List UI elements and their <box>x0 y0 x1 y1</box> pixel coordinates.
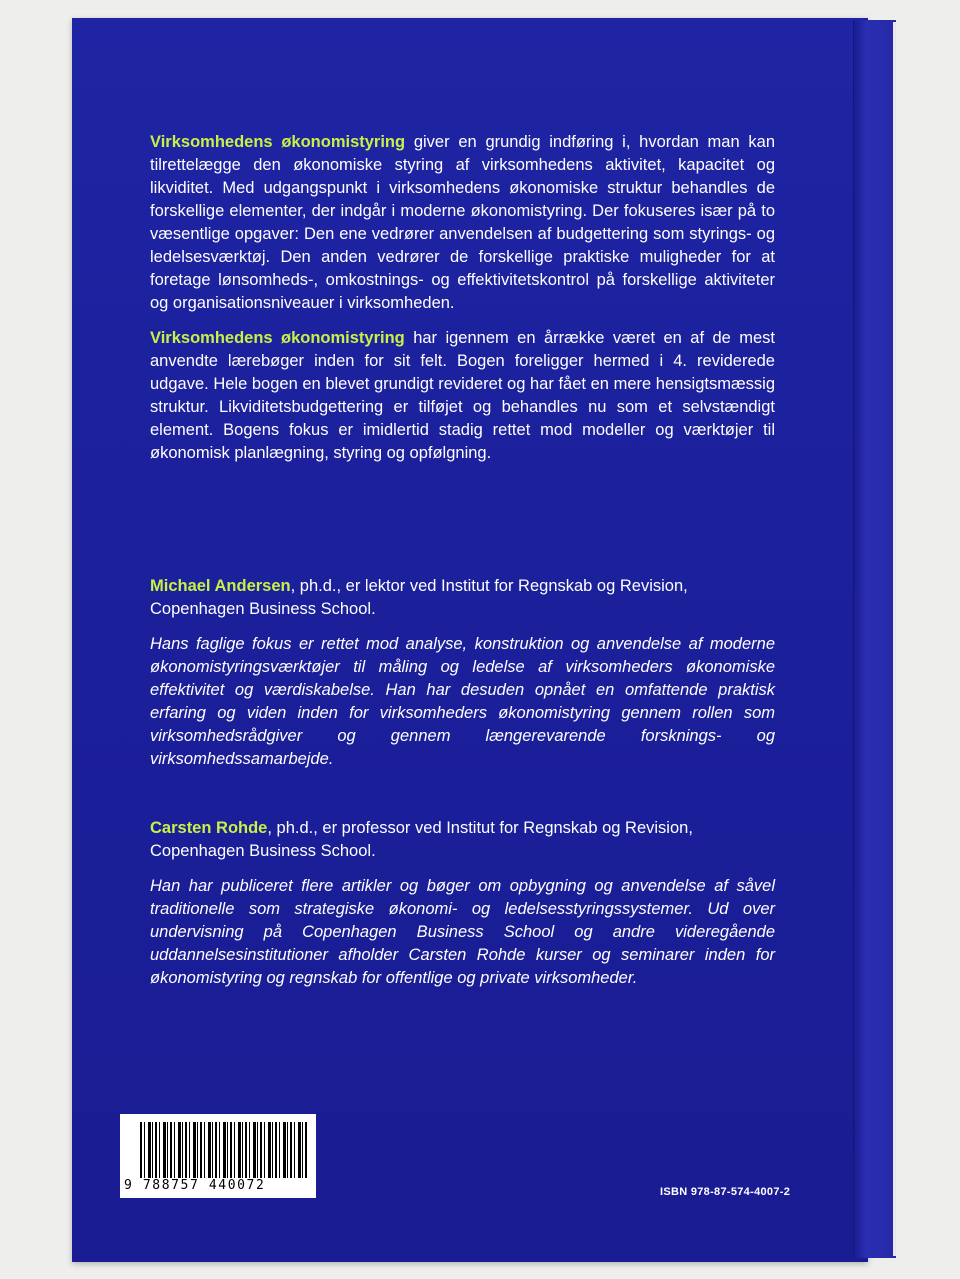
isbn-label: ISBN 978-87-574-4007-2 <box>660 1186 791 1198</box>
blurb-text-2: har igennem en årrække været en af de mest anvendte lærebøger inden for sit felt. Bogen foreligger hermed i 4. reviderede udgave. Hele bogen en blevet grundigt revideret og har fået en mere hensigtsmæssig struktur. Likviditetsbudgettering er tilføjet og behandles nu som et selvstændigt element. Bogens fokus er imidlertid stadig rettet mod modeller og værktøjer til økonomisk planlægning, styring og opfølgning. <box>150 329 775 462</box>
blurb-paragraph-1 <box>150 131 775 315</box>
author-heading <box>150 575 775 621</box>
author-name: Michael Andersen <box>150 577 291 595</box>
author-bio: Han har publiceret flere artikler og bøger om opbygning og anvendelse af såvel traditionelle som strategiske økonomi- og ledelsesstyringssystemer. Ud over undervisning på Copenhagen Business School og andre videregående uddannelsesinstitutioner afholder Carsten Rohde kurser og seminarer inden for økonomistyring og regnskab for offentlige og private virksomheder. <box>150 877 775 987</box>
barcode-bars <box>140 1122 308 1178</box>
author-name: Carsten Rohde <box>150 819 268 837</box>
barcode-digits: 9 788757 440072 <box>124 1178 266 1193</box>
book-title-highlight: Virksomhedens økonomistyring <box>150 329 405 347</box>
author-affiliation: , ph.d., er lektor ved Institut for Regnskab og Revision, Copenhagen Business School. <box>150 577 688 618</box>
book-title-highlight: Virksomhedens økonomistyring <box>150 133 406 151</box>
author-section-1 <box>150 575 775 783</box>
blurb <box>150 131 775 477</box>
book-spine <box>853 20 896 1258</box>
barcode <box>120 1114 316 1198</box>
author-section-2 <box>150 817 775 1002</box>
blurb-paragraph-2 <box>150 327 775 465</box>
author-affiliation: , ph.d., er professor ved Institut for Regnskab og Revision, Copenhagen Business School. <box>150 819 693 860</box>
blurb-text-1: giver en grundig indføring i, hvordan man kan tilrettelægge den økonomiske styring af virksomhedens aktivitet, kapacitet og likviditet. Med udgangspunkt i virksomhedens økonomiske struktur behandles de forskellige elementer, der indgår i moderne økonomistyring. Der fokuseres især på to væsentlige opgaver: Den ene vedrører anvendelsen af budgettering som styrings- og ledelsesværktøj. Den anden vedrører de forskellige praktiske muligheder for at foretage lønsomheds-, omkostnings- og effektivitetskontrol på forskellige aktiviteter og organisationsniveauer i virksomheden. <box>150 133 775 312</box>
page-edge <box>893 22 896 1256</box>
author-bio: Hans faglige fokus er rettet mod analyse, konstruktion og anvendelse af moderne økonomistyringsværktøjer til måling og ledelse af virksomheders økonomiske effektivitet og værdiskabelse. Han har desuden opnået en omfattende praktisk erfaring og viden inden for virksomheders økonomistyring gennem rollen som virksomhedsrådgiver og gennem længerevarende forsknings- og virksomhedssamarbejde. <box>150 635 775 768</box>
author-heading <box>150 817 775 863</box>
